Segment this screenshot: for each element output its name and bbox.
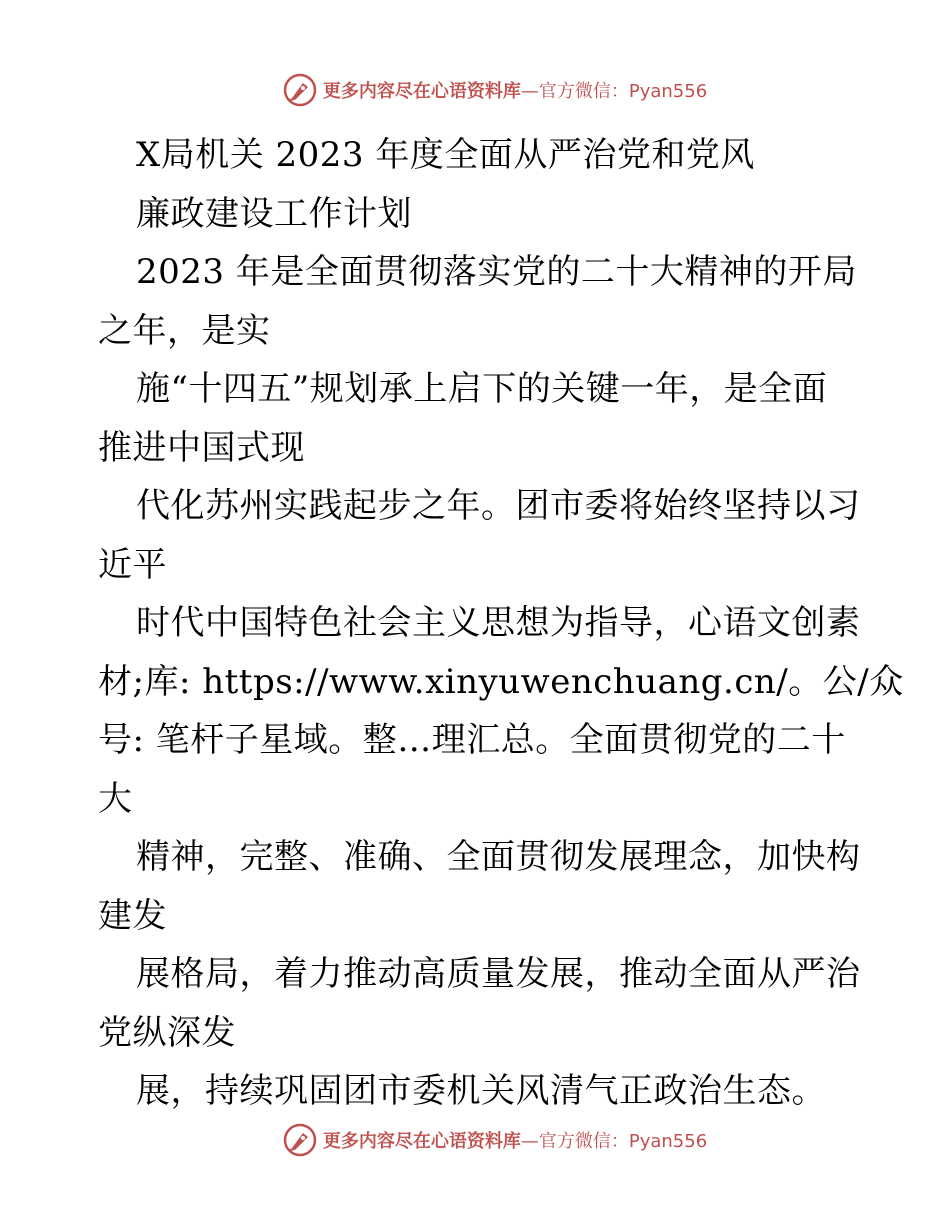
doc-text-line: 材;库: https://www.xinyuwenchuang.cn/。公/众 xyxy=(98,661,904,702)
doc-text-line: 近平 xyxy=(98,544,167,585)
doc-text-line: 之年，是实 xyxy=(98,310,271,351)
doc-text-line: 大 xyxy=(98,778,133,819)
banner-main-text: 更多内容尽在心语资料库 xyxy=(322,1131,521,1152)
doc-text-line: 代化苏州实践起步之年。团市委将始终坚持以习 xyxy=(136,486,861,526)
pen-nib-logo-icon xyxy=(283,1123,317,1157)
doc-text-line: 展，持续巩固团市委机关风清气正政治生态。 xyxy=(136,1071,826,1111)
banner-content xyxy=(283,1123,707,1157)
header-banner xyxy=(0,70,950,110)
doc-text-line: 号: 笔杆子星域。整…理汇总。全面贯彻党的二十 xyxy=(98,720,846,760)
banner-dash: — xyxy=(520,81,539,102)
banner-content xyxy=(283,73,707,107)
banner-wechat-text: 官方微信：Pyan556 xyxy=(538,1131,708,1152)
banner-wechat-text: 官方微信：Pyan556 xyxy=(538,81,708,102)
banner-text xyxy=(323,77,707,103)
doc-text-line: 施“十四五”规划承上启下的关键一年，是全面 xyxy=(136,369,828,409)
doc-text-line: 展格局，着力推动高质量发展，推动全面从严治 xyxy=(136,954,861,994)
pen-nib-logo-icon xyxy=(283,73,317,107)
doc-text-line: 2023 年是全面贯彻落实党的二十大精神的开局 xyxy=(136,252,857,292)
banner-text xyxy=(323,1127,707,1153)
doc-text-line: 党纵深发 xyxy=(98,1012,236,1053)
doc-text-line: 时代中国特色社会主义思想为指导，心语文创素 xyxy=(136,603,861,643)
doc-title-line-2: 廉政建设工作计划 xyxy=(136,193,412,234)
banner-main-text: 更多内容尽在心语资料库 xyxy=(322,81,521,102)
doc-text-line: 建发 xyxy=(98,895,167,936)
footer-banner xyxy=(0,1120,950,1160)
doc-text-line: 精神，完整、准确、全面贯彻发展理念，加快构 xyxy=(136,837,861,877)
doc-title-line-1: X局机关 2023 年度全面从严治党和党风 xyxy=(136,135,755,175)
doc-text-line: 推进中国式现 xyxy=(98,427,305,468)
banner-dash: — xyxy=(520,1131,539,1152)
document-body xyxy=(98,126,904,1121)
